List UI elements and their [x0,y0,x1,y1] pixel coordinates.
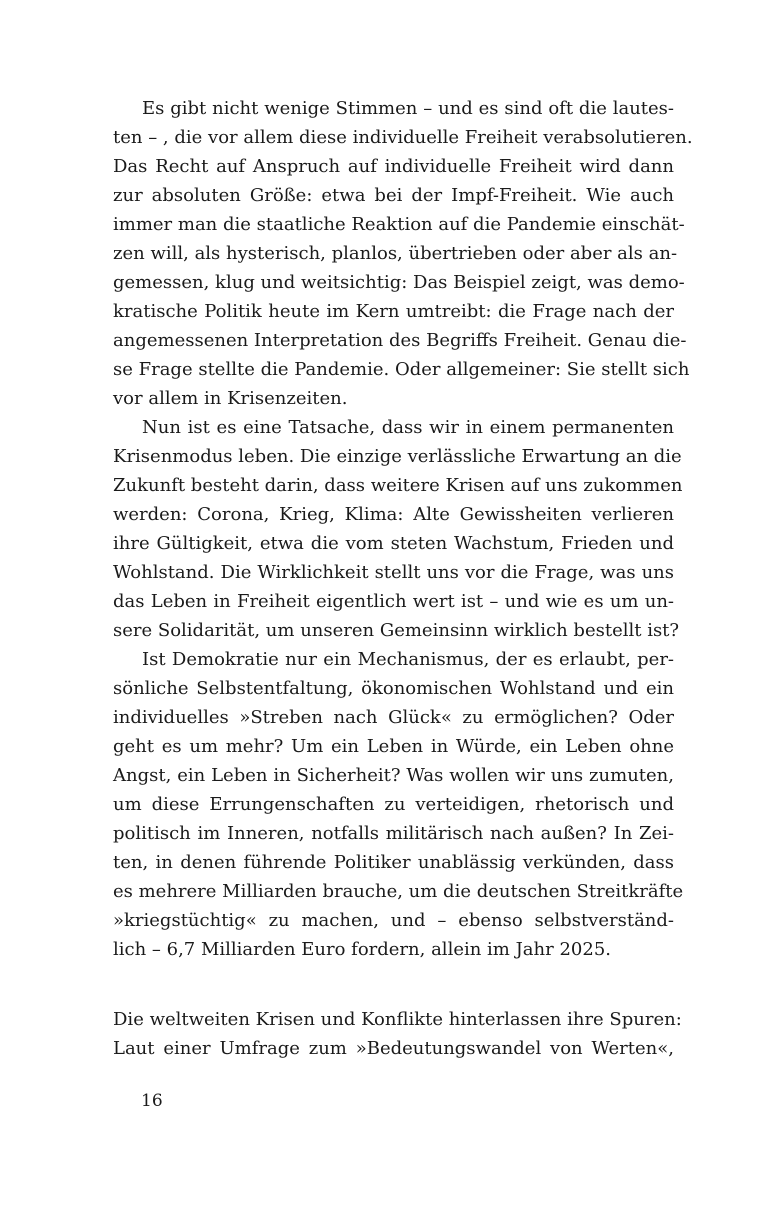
text-line: zen will, als hysterisch, planlos, übertrieben oder aber als an- [113,243,678,264]
text-line: politisch im Inneren, notfalls militärisch nach außen? In Zei- [113,823,674,844]
paragraph-2 [113,413,683,645]
text-line: das Leben in Freiheit eigentlich wert ist – und wie es um un- [113,591,674,612]
text-line: ten – , die vor allem diese individuelle Freiheit verabsolutieren. [113,127,693,148]
page-number: 16 [141,1091,163,1111]
text-line: immer man die staatliche Reaktion auf die Pandemie einschät- [113,214,685,235]
paragraph-1 [113,94,693,413]
text-line: kratische Politik heute im Kern umtreibt: die Frage nach der [113,301,674,322]
text-line: Krisenmodus leben. Die einzige verlässliche Erwartung an die [113,446,682,467]
text-line: Die weltweiten Krisen und Konflikte hinterlassen ihre Spuren: [113,1009,682,1030]
text-line: zur absoluten Größe: etwa bei der Impf-Freiheit. Wie auch [113,185,674,206]
text-line: Wohlstand. Die Wirklichkeit stellt uns vor die Frage, was uns [113,562,674,583]
text-line: Zukunft besteht darin, dass weitere Krisen auf uns zukommen [113,475,683,496]
text-line: geht es um mehr? Um ein Leben in Würde, ein Leben ohne [113,736,674,757]
text-line: es mehrere Milliarden brauche, um die deutschen Streitkräfte [113,881,684,902]
text-line: Angst, ein Leben in Sicherheit? Was wollen wir uns zumuten, [113,765,674,786]
text-line: Es gibt nicht wenige Stimmen – und es sind oft die lautes- [142,98,674,119]
text-line: se Frage stellte die Pandemie. Oder allgemeiner: Sie stellt sich [113,359,690,380]
body-text [113,94,693,1063]
text-line: Das Recht auf Anspruch auf individuelle Freiheit wird dann [113,156,674,177]
text-line: gemessen, klug und weitsichtig: Das Beispiel zeigt, was demo- [113,272,685,293]
text-line: werden: Corona, Krieg, Klima: Alte Gewissheiten verlieren [113,504,674,525]
text-line: »kriegstüchtig« zu machen, und – ebenso selbstverständ- [113,910,674,931]
text-line: sönliche Selbstentfaltung, ökonomischen Wohlstand und ein [113,678,674,699]
text-line: Ist Demokratie nur ein Mechanismus, der es erlaubt, per- [142,649,674,670]
text-line: Laut einer Umfrage zum »Bedeutungswandel von Werten«, [113,1038,674,1059]
section-break [113,964,674,1005]
text-line: lich – 6,7 Milliarden Euro fordern, allein im Jahr 2025. [113,939,611,960]
text-line: vor allem in Krisenzeiten. [113,388,348,409]
text-line: individuelles »Streben nach Glück« zu ermöglichen? Oder [113,707,674,728]
text-line: ten, in denen führende Politiker unablässig verkünden, dass [113,852,674,873]
paragraph-3 [113,645,684,964]
text-line: Nun ist es eine Tatsache, dass wir in einem permanenten [142,417,674,438]
text-line: angemessenen Interpretation des Begriffs Freiheit. Genau die- [113,330,687,351]
paragraph-4 [113,1005,682,1063]
text-line: ihre Gültigkeit, etwa die vom steten Wachstum, Frieden und [113,533,674,554]
text-line: sere Solidarität, um unseren Gemeinsinn wirklich bestellt ist? [113,620,680,641]
text-line: um diese Errungenschaften zu verteidigen, rhetorisch und [113,794,674,815]
